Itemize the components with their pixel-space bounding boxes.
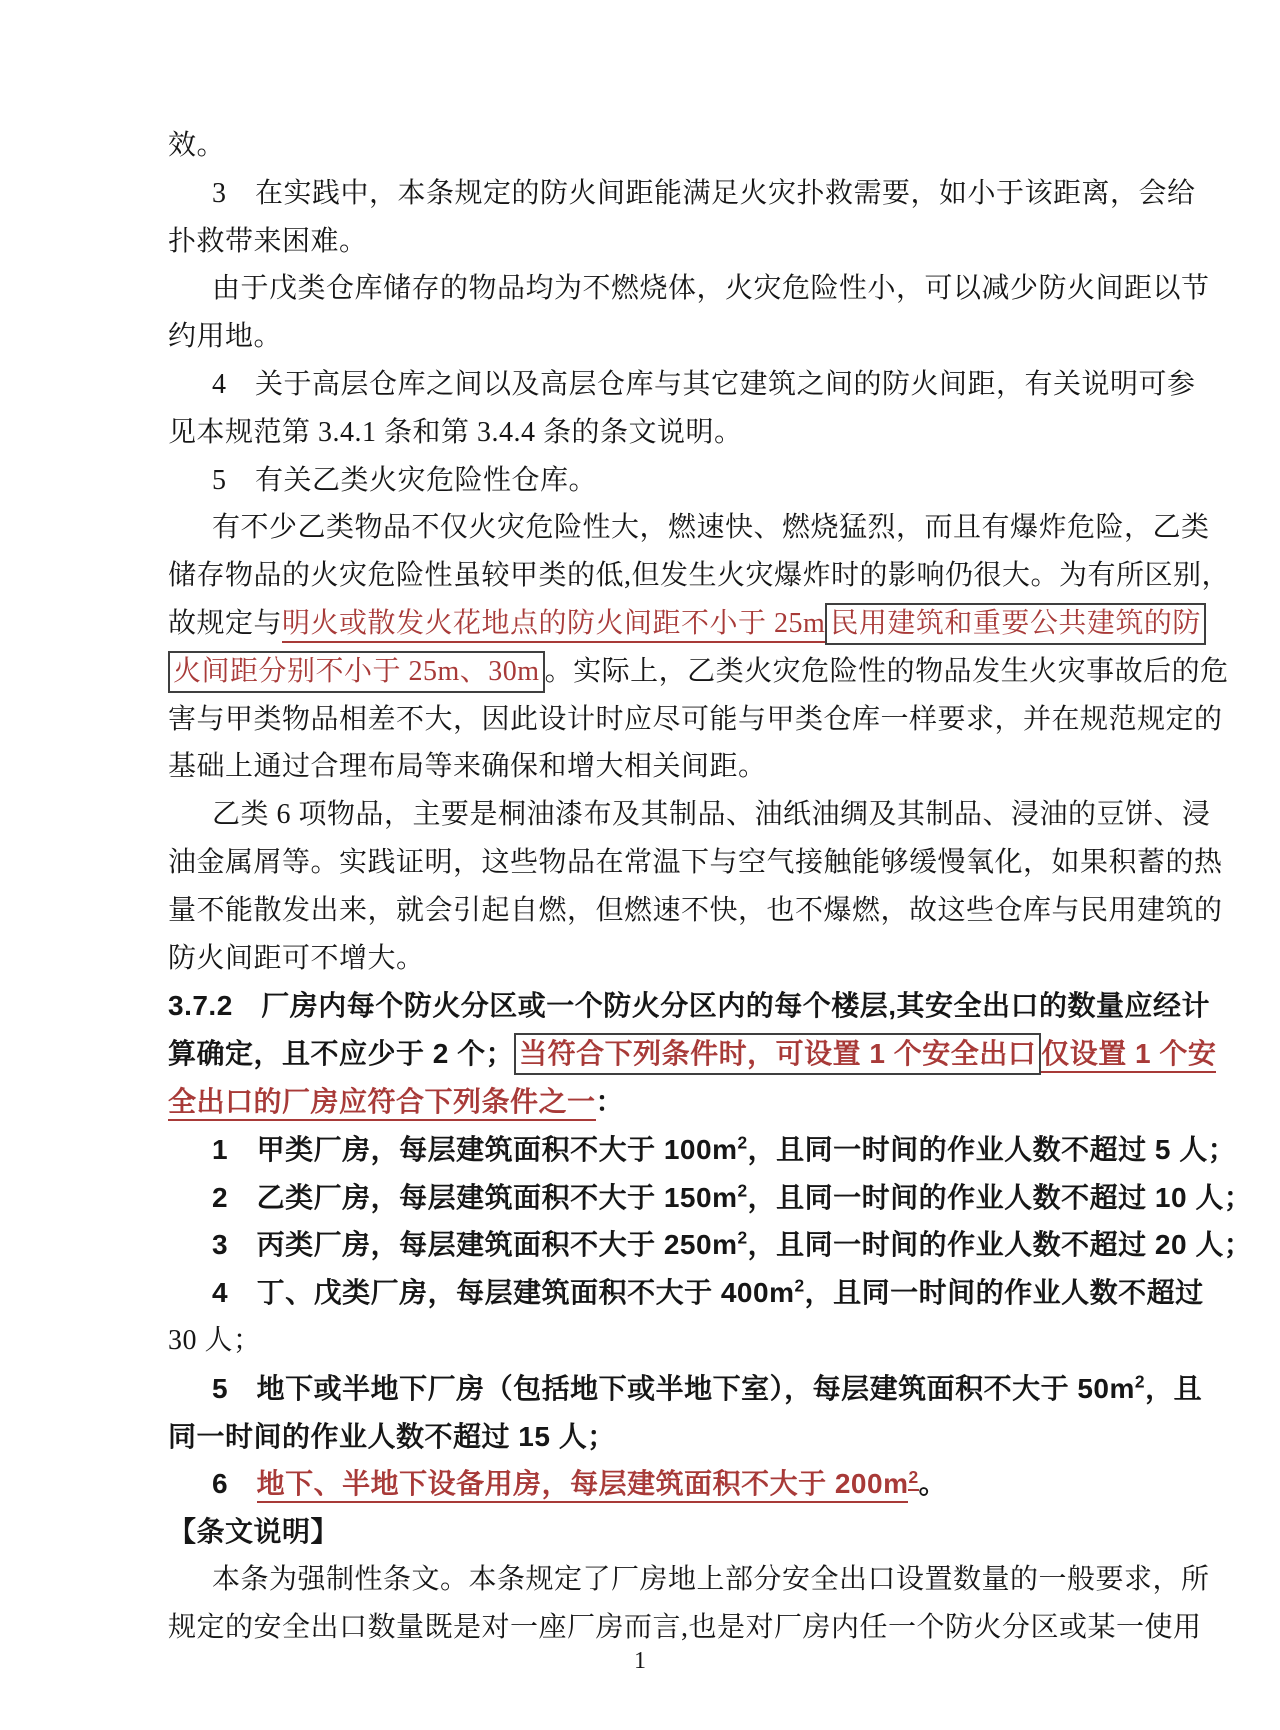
text-segment: 【条文说明】 <box>168 1516 340 1548</box>
text-segment: 4 丁、戊类厂房，每层建筑面积不大于 400m <box>212 1277 795 1309</box>
text-segment: 5 地下或半地下厂房（包括地下或半地下室），每层建筑面积不大于 50m <box>212 1372 1135 1404</box>
text-segment: 见本规范第 3.4.1 条和第 3.4.4 条的条文说明。 <box>168 416 743 448</box>
text-segment: 储存物品的火灾危险性虽较甲类的低,但发生火灾爆炸时的影响仍很大。为有所区别， <box>168 560 1231 592</box>
document-line <box>168 1413 1120 1461</box>
page-number: 1 <box>634 1648 646 1674</box>
text-segment: 约用地。 <box>168 321 283 353</box>
document-line <box>168 600 1201 648</box>
document-line <box>168 1126 1237 1174</box>
document-line <box>168 122 1120 170</box>
document-line <box>168 361 1196 409</box>
document-line <box>168 743 1120 791</box>
superscript: 2 <box>737 1228 748 1248</box>
document-line <box>168 218 1120 266</box>
document-line <box>168 935 1120 983</box>
document-line <box>168 696 1223 744</box>
revision-boxed-text: 火间距分别不小于 25m、30m <box>168 651 545 693</box>
text-segment: 。实际上，乙类火灾危险性的物品发生火灾事故后的危 <box>544 655 1229 687</box>
text-segment: ，且同一时间的作业人数不超过 <box>804 1277 1204 1309</box>
revision-underlined-text: 明火或散发火花地点的防火间距不小于 25m <box>282 608 825 643</box>
superscript: 2 <box>908 1467 918 1491</box>
text-segment: 算确定，且不应少于 2 个； <box>168 1038 515 1070</box>
superscript: 2 <box>794 1275 805 1296</box>
text-segment: 规定的安全出口数量既是对一座厂房而言,也是对厂房内任一个防火分区或某一使用 <box>168 1611 1202 1643</box>
document-line <box>168 1365 1203 1413</box>
text-segment: 乙类 6 项物品，主要是桐油漆布及其制品、油纸油绸及其制品、浸油的豆饼、浸 <box>212 799 1211 831</box>
superscript: 2 <box>1134 1371 1146 1392</box>
document-line <box>168 313 1120 361</box>
document-line <box>168 409 1120 457</box>
text-segment: 同一时间的作业人数不超过 15 人； <box>168 1420 616 1452</box>
text-segment: ： <box>595 1085 625 1117</box>
text-segment: ，且同一时间的作业人数不超过 5 人； <box>747 1133 1237 1165</box>
revision-boxed-text: 民用建筑和重要公共建筑的防 <box>825 603 1206 645</box>
document-line <box>168 648 1229 696</box>
text-segment: 30 人； <box>168 1324 262 1356</box>
text-segment: 5 有关乙类火灾危险性仓库。 <box>212 464 598 496</box>
revision-underlined-text: 仅设置 1 个安 <box>1041 1038 1216 1073</box>
text-segment: 有不少乙类物品不仅火灾危险性大，燃速快、燃烧猛烈，而且有爆炸危险，乙类 <box>212 512 1210 544</box>
text-segment: 基础上通过合理布局等来确保和增大相关间距。 <box>168 751 767 783</box>
document-line <box>168 982 1211 1030</box>
document-line <box>168 1269 1204 1317</box>
document-line <box>168 265 1210 313</box>
text-segment: 1 甲类厂房，每层建筑面积不大于 100m <box>212 1133 738 1165</box>
document-line <box>168 791 1211 839</box>
document-line <box>168 1556 1210 1604</box>
document-line <box>168 887 1223 935</box>
document-line <box>168 1221 1253 1269</box>
text-segment: 效。 <box>168 130 226 161</box>
revision-underlined-text: 全出口的厂房应符合下列条件之一 <box>168 1086 596 1121</box>
text-segment: 4 关于高层仓库之间以及高层仓库与其它建筑之间的防火间距，有关说明可参 <box>212 368 1196 400</box>
revision-underlined-text: 地下、半地下设备用房，每层建筑面积不大于 200m <box>257 1468 909 1503</box>
text-segment: 害与甲类物品相差不大，因此设计时应尽可能与甲类仓库一样要求，并在规范规定的 <box>168 703 1223 735</box>
document-line <box>168 1317 1120 1365</box>
document-line <box>168 1508 1120 1556</box>
text-segment: 防火间距可不增大。 <box>168 942 425 974</box>
text-segment: ，且同一时间的作业人数不超过 20 人； <box>747 1229 1253 1261</box>
document-line <box>168 504 1210 552</box>
text-segment: 量不能散发出来，就会引起自燃，但燃速不快，也不爆燃，故这些仓库与民用建筑的 <box>168 894 1223 926</box>
document-line <box>168 1174 1253 1222</box>
document-line <box>168 552 1231 600</box>
text-segment: 扑救带来困难。 <box>168 225 368 257</box>
text-segment: 3.7.2 厂房内每个防火分区或一个防火分区内的每个楼层,其安全出口的数量应经计 <box>168 990 1211 1022</box>
superscript: 2 <box>737 1132 748 1153</box>
document-line <box>168 1460 1120 1508</box>
text-segment: 3 在实践中，本条规定的防火间距能满足火灾扑救需要，如小于该距离，会给 <box>212 177 1196 209</box>
text-segment: 由于戊类仓库储存的物品均为不燃烧体，火灾危险性小，可以减少防火间距以节 <box>212 273 1210 305</box>
text-segment: 2 乙类厂房，每层建筑面积不大于 150m <box>212 1181 738 1213</box>
text-segment: 油金属屑等。实践证明，这些物品在常温下与空气接触能够缓慢氧化，如果积蓄的热 <box>168 846 1223 878</box>
document-line <box>168 1030 1217 1078</box>
document-line <box>168 1078 1120 1126</box>
revision-boxed-text: 当符合下列条件时，可设置 1 个安全出口 <box>514 1033 1041 1075</box>
document-line <box>168 839 1223 887</box>
text-segment: 故规定与 <box>168 607 283 639</box>
document-line <box>168 1604 1202 1652</box>
text-segment: ，且 <box>1145 1372 1203 1404</box>
text-segment: ，且同一时间的作业人数不超过 10 人； <box>747 1181 1253 1213</box>
text-segment: 3 丙类厂房，每层建筑面积不大于 250m <box>212 1229 738 1261</box>
text-segment: 6 <box>212 1468 257 1500</box>
text-segment: 。 <box>918 1468 948 1500</box>
document-line <box>168 170 1196 218</box>
document-line <box>168 457 1120 505</box>
superscript: 2 <box>737 1180 748 1201</box>
text-segment: 本条为强制性条文。本条规定了厂房地上部分安全出口设置数量的一般要求，所 <box>212 1563 1210 1595</box>
document-content <box>168 122 1253 1652</box>
